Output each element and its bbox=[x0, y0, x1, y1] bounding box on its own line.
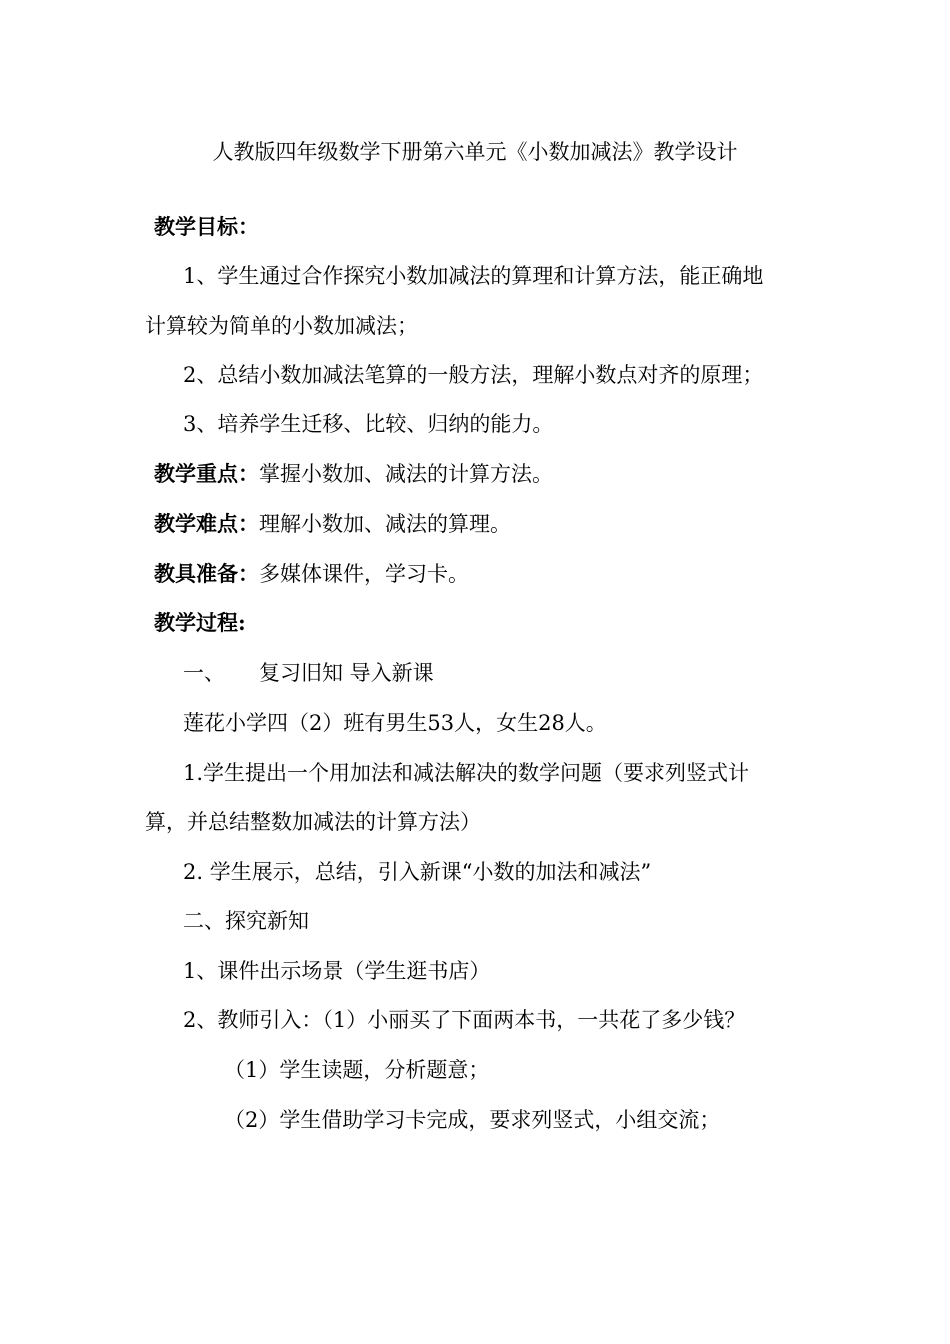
section-2-item-2: 2、教师引入：（1）小丽买了下面两本书，一共花了多少钱？ bbox=[183, 1008, 746, 1032]
materials-paragraph bbox=[154, 559, 469, 589]
key-point-label: 教学重点： bbox=[154, 461, 259, 486]
step-2: 2. 学生展示，总结，引入新课“小数的加法和减法” bbox=[183, 860, 652, 884]
section-1-heading bbox=[183, 658, 434, 688]
key-point-paragraph bbox=[154, 459, 553, 489]
objective-1-line-2: 计算较为简单的小数加减法； bbox=[145, 314, 418, 338]
section-2-item-1: 1、课件出示场景（学生逛书店） bbox=[183, 959, 491, 983]
materials-text: 多媒体课件，学习卡。 bbox=[259, 562, 469, 586]
objective-1-line-1: 1、学生通过合作探究小数加减法的算理和计算方法，能正确地 bbox=[183, 264, 764, 288]
difficulty-label: 教学难点： bbox=[154, 511, 259, 536]
scenario-text: 莲花小学四（2）班有男生53人，女生28人。 bbox=[183, 711, 607, 735]
step-1-line-1: 1.学生提出一个用加法和减法解决的数学问题（要求列竖式计 bbox=[183, 761, 750, 785]
section-1-number: 一、 bbox=[183, 661, 225, 685]
objectives-heading: 教学目标： bbox=[154, 214, 259, 239]
section-2-heading: 二、探究新知 bbox=[183, 909, 309, 933]
step-1-line-2: 算，并总结整数加减法的计算方法） bbox=[145, 810, 481, 834]
document-title: 人教版四年级数学下册第六单元《小数加减法》教学设计 bbox=[212, 140, 738, 164]
sub-step-1: （1）学生读题，分析题意； bbox=[224, 1058, 490, 1082]
key-point-text: 掌握小数加、减法的计算方法。 bbox=[259, 462, 553, 486]
materials-label: 教具准备： bbox=[154, 561, 259, 586]
section-1-title: 复习旧知 导入新课 bbox=[259, 661, 434, 685]
difficulty-paragraph bbox=[154, 509, 511, 539]
sub-step-2: （2）学生借助学习卡完成，要求列竖式，小组交流； bbox=[224, 1108, 721, 1132]
objective-3: 3、培养学生迁移、比较、归纳的能力。 bbox=[183, 412, 554, 436]
difficulty-text: 理解小数加、减法的算理。 bbox=[259, 512, 511, 536]
objective-2: 2、总结小数加减法笔算的一般方法，理解小数点对齐的原理； bbox=[183, 363, 764, 387]
process-heading: 教学过程: bbox=[154, 610, 246, 635]
